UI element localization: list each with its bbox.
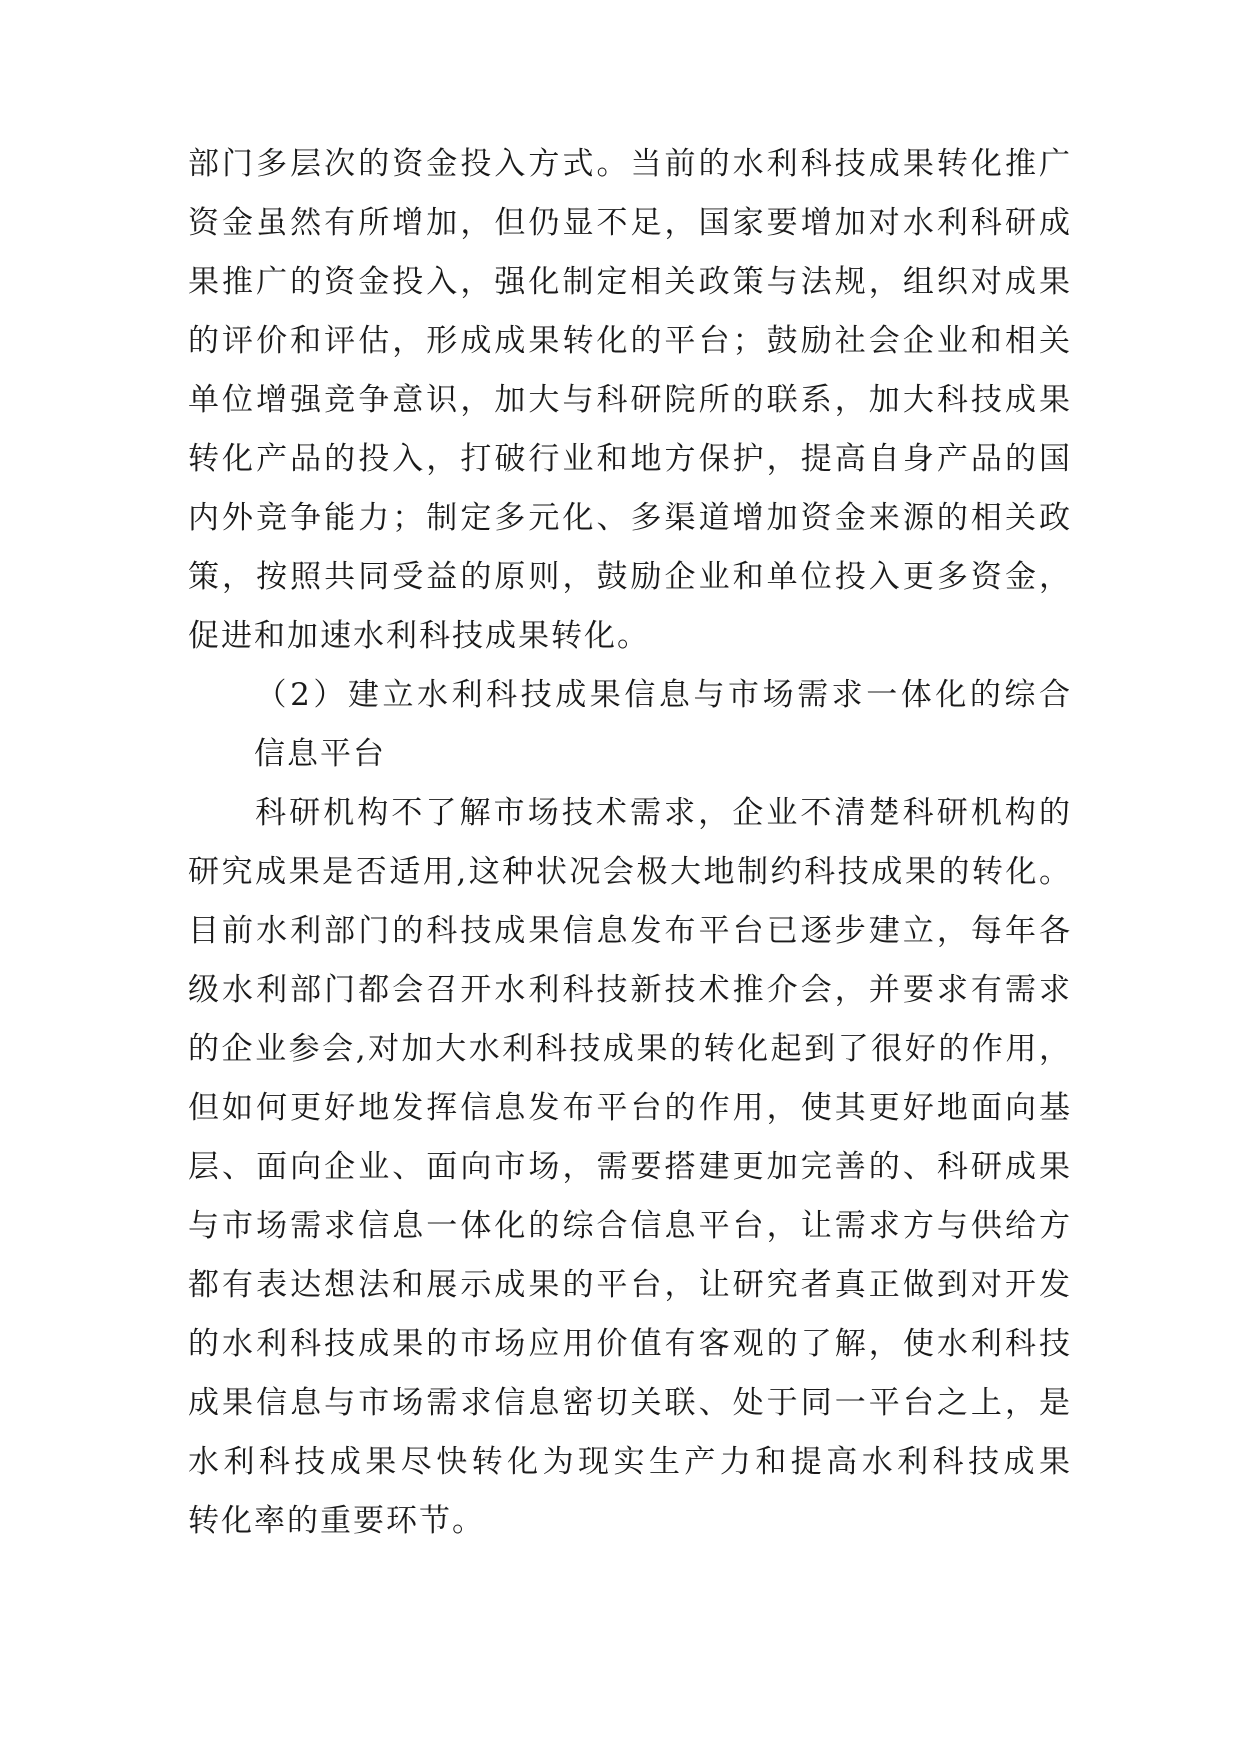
text-line: 果推广的资金投入，强化制定相关政策与法规，组织对成果 bbox=[188, 264, 1072, 300]
text-line: 资金虽然有所增加，但仍显不足，国家要增加对水利科研成 bbox=[188, 205, 1072, 241]
text-line: 单位增强竞争意识，加大与科研院所的联系，加大科技成果 bbox=[188, 382, 1072, 418]
text-line: 水利科技成果尽快转化为现实生产力和提高水利科技成果 bbox=[188, 1444, 1072, 1480]
text-line: 成果信息与市场需求信息密切关联、处于同一平台之上，是 bbox=[188, 1385, 1072, 1421]
text-line bbox=[188, 784, 1072, 843]
text-line: 转化率的重要环节。 bbox=[188, 1503, 485, 1539]
heading-line bbox=[188, 666, 1072, 725]
text-line: 与市场需求信息一体化的综合信息平台，让需求方与供给方 bbox=[188, 1208, 1072, 1244]
text-line: 级水利部门都会召开水利科技新技术推介会，并要求有需求 bbox=[188, 972, 1072, 1008]
paragraph-platform bbox=[188, 784, 1072, 1551]
text-line: 内外竞争能力；制定多元化、多渠道增加资金来源的相关政 bbox=[188, 500, 1072, 536]
text-line: 的企业参会,对加大水利科技成果的转化起到了很好的作用， bbox=[188, 1031, 1072, 1067]
text-line: 的水利科技成果的市场应用价值有客观的了解，使水利科技 bbox=[188, 1326, 1072, 1362]
text-line: 促进和加速水利科技成果转化。 bbox=[188, 618, 650, 654]
text-line: 层、面向企业、面向市场，需要搭建更加完善的、科研成果 bbox=[188, 1149, 1072, 1185]
text-line: 策，按照共同受益的原则，鼓励企业和单位投入更多资金， bbox=[188, 559, 1072, 595]
heading-text: （2）建立水利科技成果信息与市场需求一体化的综合 bbox=[254, 677, 1072, 713]
text-line: 目前水利部门的科技成果信息发布平台已逐步建立，每年各 bbox=[188, 913, 1072, 949]
text-line: 但如何更好地发挥信息发布平台的作用，使其更好地面向基 bbox=[188, 1090, 1072, 1126]
heading-line: 信息平台 bbox=[254, 736, 386, 772]
section-heading bbox=[188, 666, 1072, 784]
text-line: 部门多层次的资金投入方式。当前的水利科技成果转化推广 bbox=[188, 146, 1072, 182]
first-line-text: 科研机构不了解市场技术需求，企业不清楚科研机构的 bbox=[254, 795, 1072, 831]
text-line: 的评价和评估，形成成果转化的平台；鼓励社会企业和相关 bbox=[188, 323, 1072, 359]
text-line: 转化产品的投入，打破行业和地方保护，提高自身产品的国 bbox=[188, 441, 1072, 477]
document-body bbox=[188, 135, 1072, 1551]
text-line: 研究成果是否适用,这种状况会极大地制约科技成果的转化。 bbox=[188, 854, 1072, 890]
text-line: 都有表达想法和展示成果的平台，让研究者真正做到对开发 bbox=[188, 1267, 1072, 1303]
paragraph-funding bbox=[188, 135, 1072, 666]
